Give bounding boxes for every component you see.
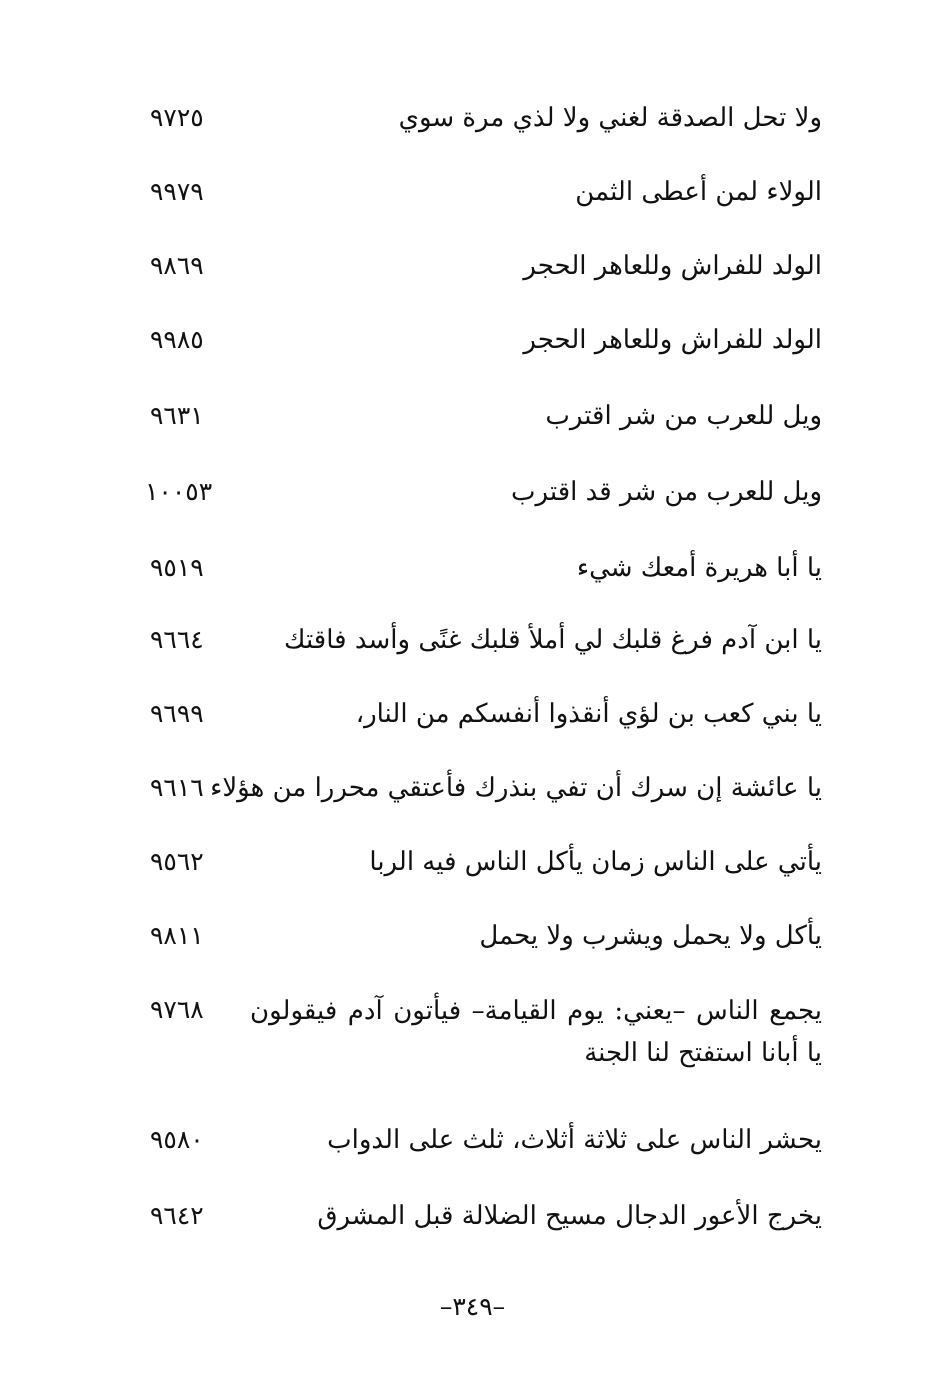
entry-text: ويل للعرب من شر قد اقترب (511, 477, 822, 507)
entry-row (150, 98, 822, 138)
entry-row (150, 694, 822, 734)
page-number: –٣٤٩– (439, 1292, 506, 1321)
entry-text: الولد للفراش وللعاهر الحجر (523, 325, 822, 355)
entry-number: ٩٦١٦ (150, 773, 204, 802)
entry-row (150, 1196, 822, 1236)
entry-text: يخرج الأعور الدجال مسيح الضلالة قبل المشرق (317, 1201, 822, 1231)
entry-row (150, 548, 822, 588)
entry-row (150, 990, 822, 1074)
entry-row (150, 842, 822, 882)
entry-number: ٩٨١١ (150, 921, 204, 950)
entry-text: ويل للعرب من شر اقترب (545, 401, 822, 431)
entry-number: ٩٨٦٩ (150, 251, 204, 280)
entry-number: ٩٦٤٢ (150, 1201, 204, 1230)
entry-number: ١٠٠٥٣ (145, 477, 213, 506)
entry-number: ٩٧٦٨ (150, 995, 204, 1024)
entry-number: ٩٦٣١ (150, 401, 204, 430)
entry-text: يحشر الناس على ثلاثة أثلاث، ثلث على الدواب (327, 1125, 822, 1155)
entry-number: ٩٦٦٤ (150, 625, 204, 654)
entry-row (150, 620, 822, 660)
entry-number: ٩٩٨٥ (150, 325, 204, 354)
entry-number: ٩٥١٩ (150, 553, 204, 582)
entry-row (150, 768, 822, 808)
entry-text: يأكل ولا يحمل ويشرب ولا يحمل (479, 921, 822, 951)
entry-row (150, 396, 822, 436)
entry-row (150, 172, 822, 212)
entry-row (145, 472, 822, 512)
entry-number: ٩٦٩٩ (150, 699, 204, 728)
entry-text: يا عائشة إن سرك أن تفي بنذرك فأعتقي محررا من هؤلاء (210, 773, 822, 803)
entry-text: يا بني كعب بن لؤي أنقذوا أنفسكم من النار، (355, 699, 822, 729)
entry-number: ٩٥٦٢ (150, 847, 204, 876)
entry-row (150, 320, 822, 360)
entry-text: الولد للفراش وللعاهر الحجر (523, 251, 822, 281)
entry-text: الولاء لمن أعطى الثمن (575, 177, 822, 207)
entry-text: يأتي على الناس زمان يأكل الناس فيه الربا (369, 847, 822, 877)
entry-text: يا أبا هريرة أمعك شيء (576, 553, 822, 583)
entry-text: يجمع الناس –يعني: يوم القيامة– فيأتون آدم فيقولون يا أبانا استفتح لنا الجنة (250, 996, 822, 1068)
entry-text: يا ابن آدم فرغ قلبك لي أملأ قلبك غنًى وأسد فاقتك (284, 625, 822, 655)
entry-row (150, 916, 822, 956)
entry-row (150, 1120, 822, 1160)
entry-number: ٩٧٢٥ (150, 103, 204, 132)
entry-row (150, 246, 822, 286)
entry-text: ولا تحل الصدقة لغني ولا لذي مرة سوي (398, 103, 822, 133)
entry-number: ٩٥٨٠ (150, 1125, 204, 1154)
entry-number: ٩٩٧٩ (150, 177, 204, 206)
